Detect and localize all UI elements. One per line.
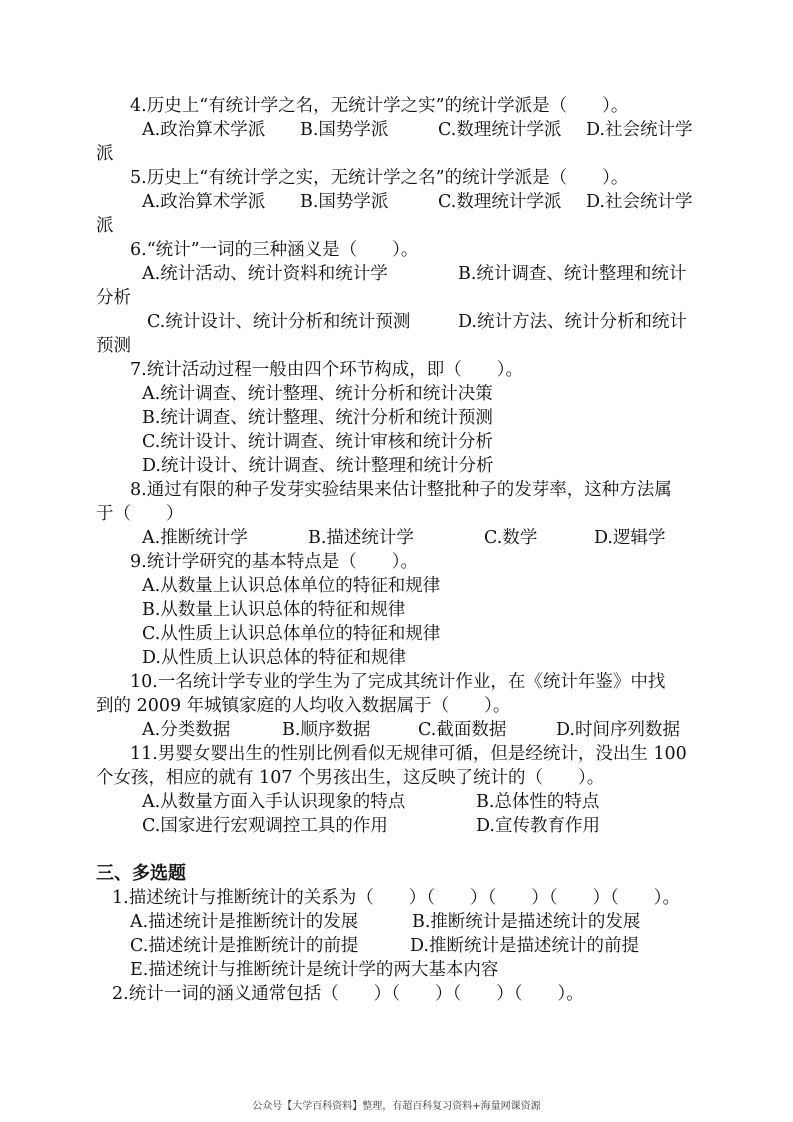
q9-option-c: C.从性质上认识总体单位的特征和规律 [142, 624, 441, 644]
q5-option-a: A.政治算术学派 [142, 192, 266, 212]
q10-stem-wrap: 到的 2009 年城镇家庭的人均收入数据属于（ ）。 [96, 696, 511, 716]
m1-option-e: E.描述统计与推断统计是统计学的两大基本内容 [130, 960, 499, 980]
q8-option-a: A.推断统计学 [142, 528, 248, 548]
m1-option-a: A.描述统计是推断统计的发展 [130, 912, 359, 932]
q10-option-c: C.截面数据 [418, 720, 507, 740]
q10-option-b: B.顺序数据 [282, 720, 371, 740]
q4-option-c: C.数理统计学派 [438, 120, 562, 140]
q6-option-a: A.统计活动、统计资料和统计学 [142, 264, 388, 284]
m1-option-c: C.描述统计是推断统计的前提 [130, 936, 359, 956]
q6-stem: 6.“统计”一词的三种涵义是（ ）。 [130, 240, 419, 260]
q10-option-d: D.时间序列数据 [556, 720, 680, 740]
q6-option-b-wrap: 分析 [96, 288, 131, 308]
q7-option-d: D.统计设计、统计调查、统计整理和统计分析 [142, 456, 494, 476]
q11-option-a: A.从数量方面入手认识现象的特点 [142, 792, 406, 812]
m1-option-b: B.推断统计是描述统计的发展 [412, 912, 641, 932]
q7-stem: 7.统计活动过程一般由四个环节构成，即（ ）。 [130, 360, 523, 380]
q6-option-b: B.统计调查、统计整理和统计 [458, 264, 687, 284]
q8-option-b: B.描述统计学 [308, 528, 414, 548]
q7-option-b: B.统计调查、统计整理、统汁分析和统计预测 [142, 408, 493, 428]
q5-stem: 5.历史上“有统计学之实，无统计学之名”的统计学派是（ ）。 [130, 168, 629, 188]
m1-option-d: D.推断统计是描述统计的前提 [410, 936, 639, 956]
q4-stem: 4.历史上“有统计学之名，无统计学之实”的统计学派是（ ）。 [130, 96, 629, 116]
q7-option-c: C.统计设计、统计调查、统计审核和统计分析 [142, 432, 493, 452]
q6-option-d-wrap: 预测 [96, 336, 131, 356]
q5-option-c: C.数理统计学派 [438, 192, 562, 212]
q9-option-d: D.从性质上认识总体的特征和规律 [142, 648, 406, 668]
q6-option-c: C.统计设计、统计分析和统计预测 [147, 312, 411, 332]
q8-stem: 8.通过有限的种子发芽实验结果来估计整批种子的发芽率，这种方法属 [130, 480, 672, 500]
q9-stem: 9.统计学研究的基本特点是（ ）。 [130, 552, 418, 572]
q11-stem-wrap: 个女孩，相应的就有 107 个男孩出生，这反映了统计的（ ）。 [96, 768, 605, 788]
q11-option-c: C.国家进行宏观调控工具的作用 [142, 816, 388, 836]
m2-stem: 2.统计一词的涵义通常包括（ ）（ ）（ ）（ ）。 [112, 984, 584, 1004]
q8-option-d: D.逻辑学 [594, 528, 666, 548]
q10-option-a: A.分类数据 [142, 720, 231, 740]
q4-option-d-wrap: 派 [96, 144, 114, 164]
q4-option-a: A.政治算术学派 [142, 120, 266, 140]
q8-stem-wrap: 于（ ） [96, 504, 184, 524]
q9-option-b: B.从数量上认识总体的特征和规律 [142, 600, 406, 620]
q11-stem: 11.男婴女婴出生的性别比例看似无规律可循，但是经统计，没出生 100 [130, 744, 687, 764]
q7-option-a: A.统计调查、统计整理、统计分析和统计决策 [142, 384, 493, 404]
q11-option-b: B.总体性的特点 [476, 792, 600, 812]
q5-option-b: B.国势学派 [300, 192, 389, 212]
q5-option-d-wrap: 派 [96, 216, 114, 236]
q8-option-c: C.数学 [484, 528, 538, 548]
q4-option-b: B.国势学派 [300, 120, 389, 140]
m1-stem: 1.描述统计与推断统计的关系为（ ）（ ）（ ）（ ）（ ）。 [112, 888, 680, 908]
footer-watermark: 公众号【大学百科资料】整理，有超百科复习资料+海量网课资源 [252, 1101, 541, 1112]
q5-option-d: D.社会统计学 [586, 192, 693, 212]
q9-option-a: A.从数量上认识总体单位的特征和规律 [142, 576, 441, 596]
q4-option-d: D.社会统计学 [586, 120, 693, 140]
q6-option-d: D.统计方法、统计分析和统计 [458, 312, 687, 332]
q10-stem: 10.一名统计学专业的学生为了完成其统计作业，在《统计年鉴》中找 [130, 672, 666, 692]
section-heading-multiple-choice: 三、多选题 [96, 863, 186, 884]
q11-option-d: D.宣传教育作用 [476, 816, 600, 836]
